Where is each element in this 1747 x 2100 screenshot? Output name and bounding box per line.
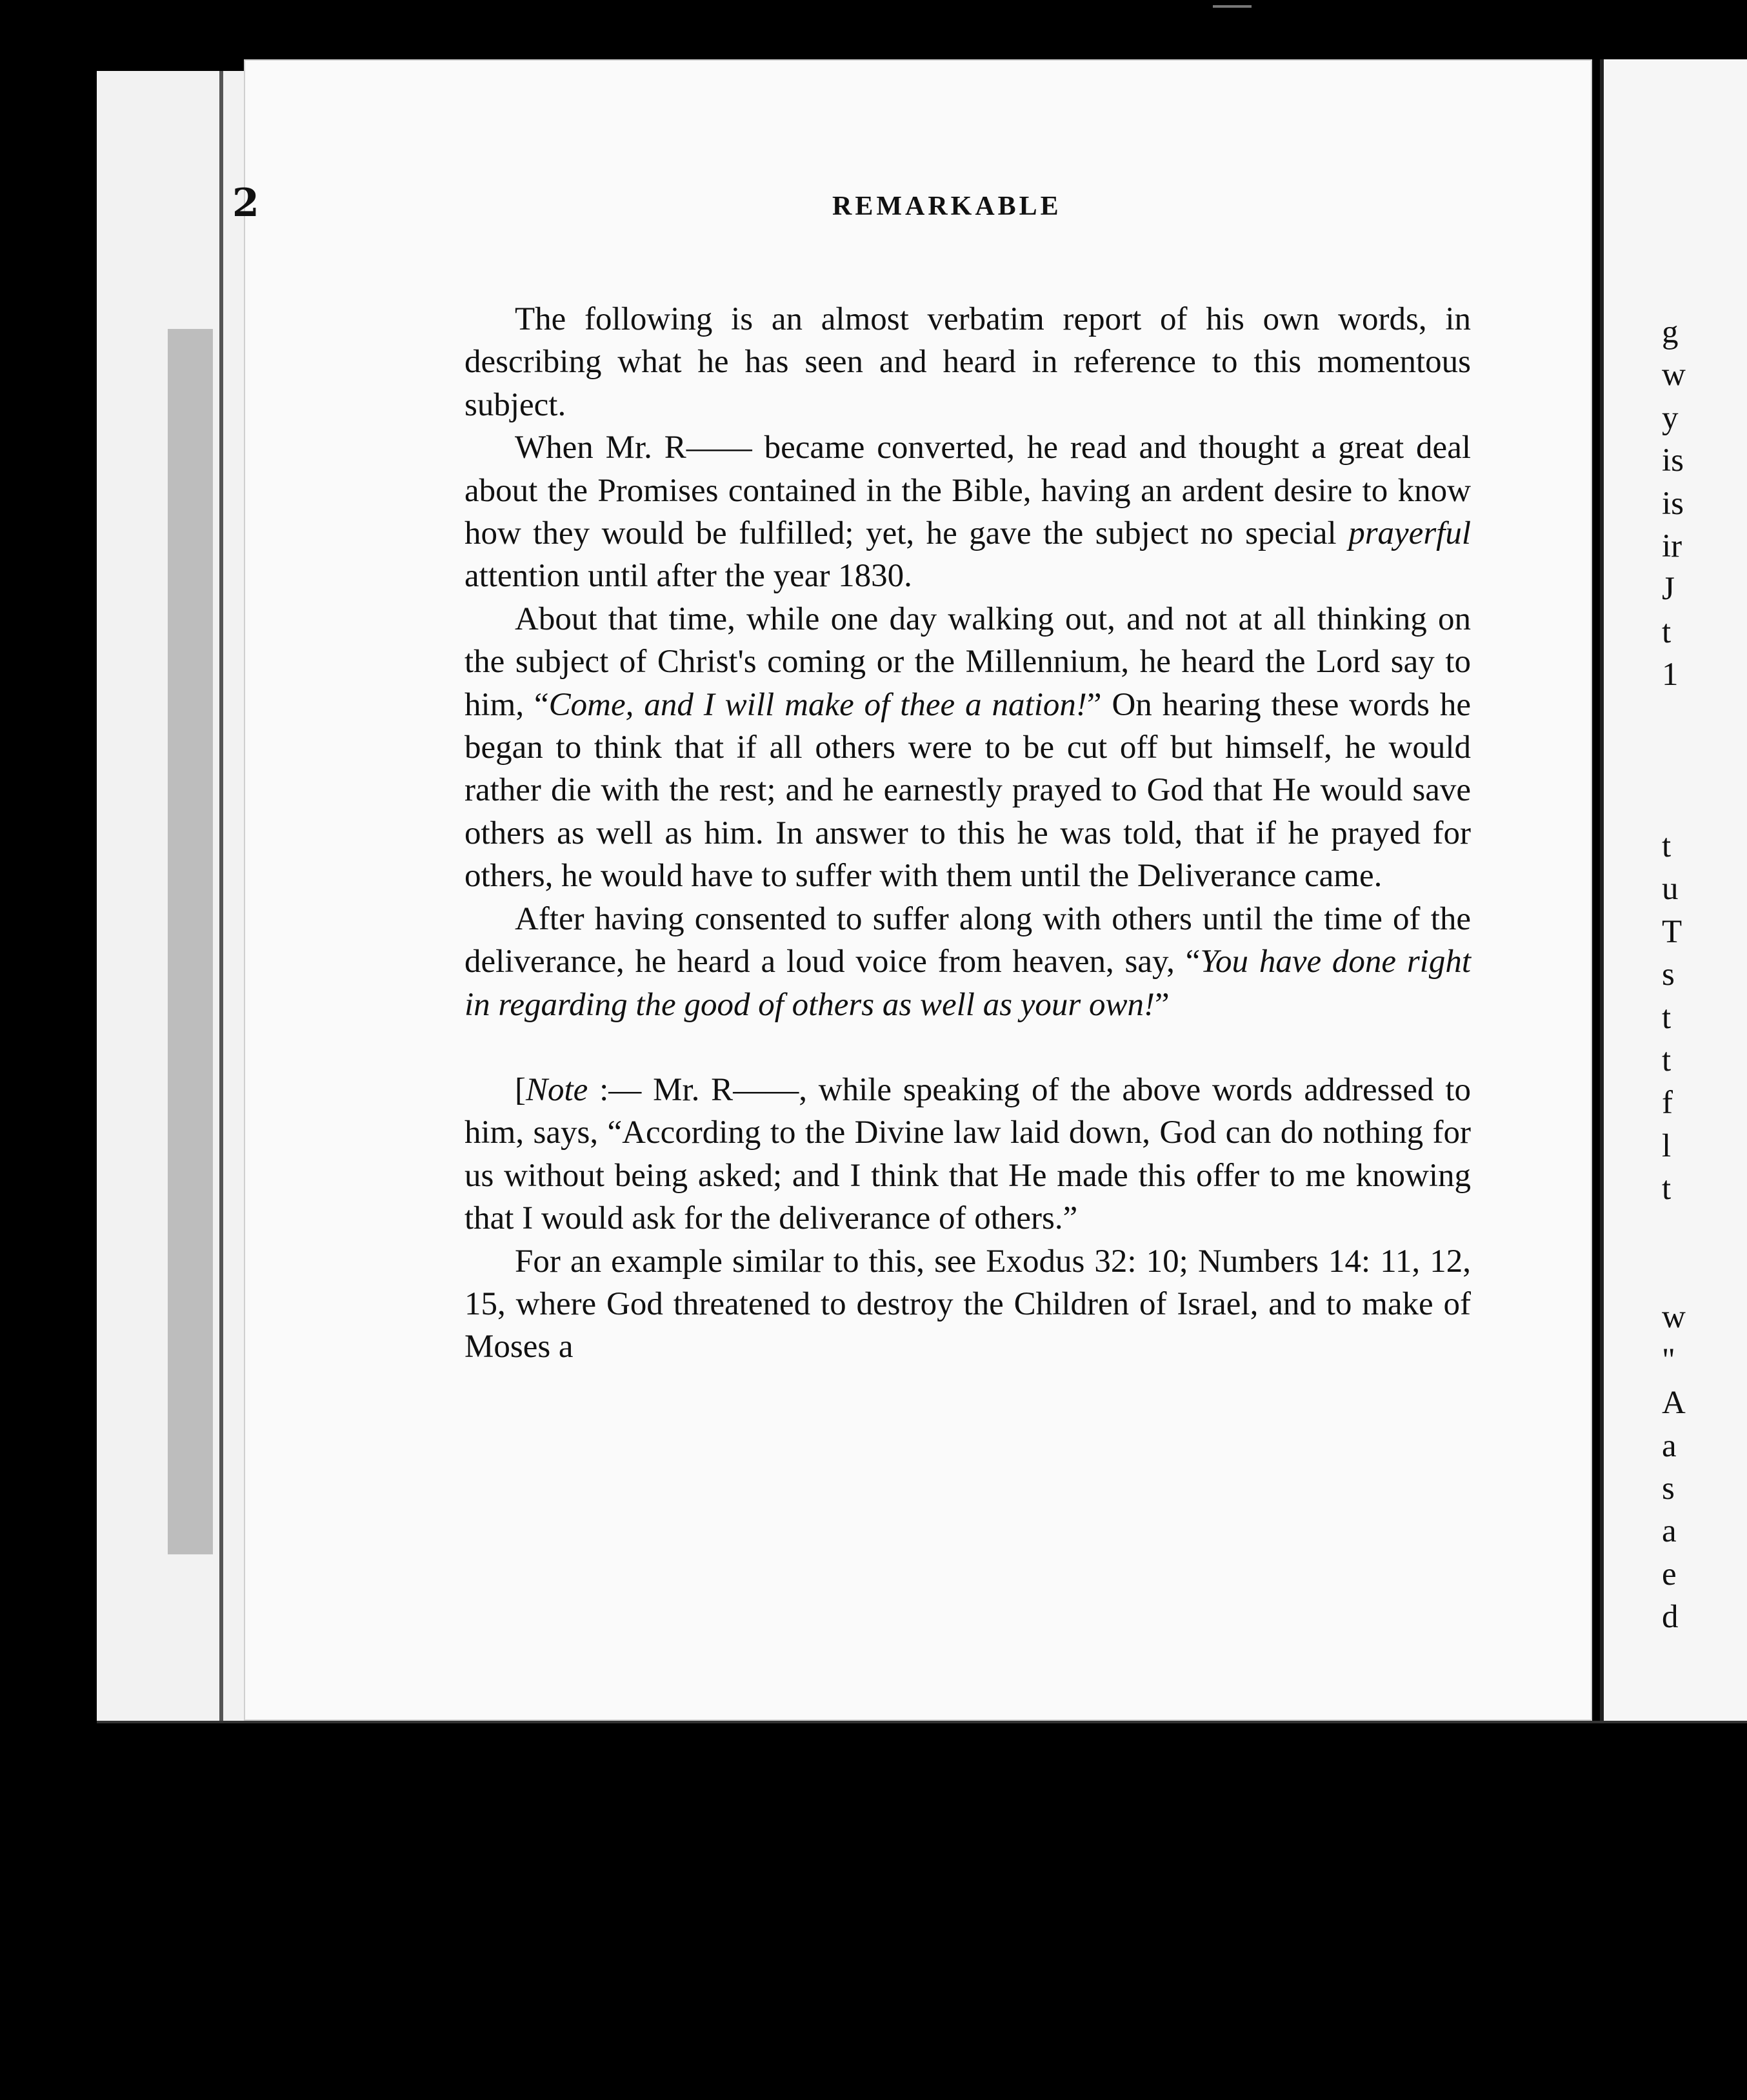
note-paragraph	[464, 1069, 1471, 1240]
paragraph-4-italic: You have done right in regarding the good of others as well as your own!	[464, 944, 1472, 1023]
note-bracket: [	[515, 1071, 526, 1108]
bottom-rule	[97, 1721, 1747, 1723]
paragraph-3-italic: Come, and I will make of thee a nation!	[548, 686, 1087, 723]
paragraph-3-rest: ” On hearing these words he began to think that if all others were to be cut off but himself, he would rather die with the rest; and he earnestly prayed to God that He would save others as well as him. In answer to this he was told, that if he prayed for others, he would have to suffer with them until the Deliverance came.	[464, 686, 1471, 895]
page-header	[232, 155, 1458, 232]
page-number: 2	[232, 181, 259, 226]
paragraph-1: The following is an almost verbatim report of his own words, in describing what he has seen and heard in reference to this momentous subject.	[464, 301, 1471, 423]
facing-page-edge	[97, 71, 245, 1722]
top-rule	[1213, 5, 1252, 8]
right-page-edge	[1600, 59, 1747, 1721]
paragraph-2-rest: attention until after the year 1830.	[464, 558, 912, 595]
text-body	[464, 298, 1471, 1369]
example-paragraph: For an example similar to this, see Exodus 32: 10; Numbers 14: 11, 12, 15, where God threatened to destroy the Children of Israel, and to make of Moses a	[464, 1243, 1471, 1365]
paragraph-4	[464, 898, 1471, 1026]
paragraph-4-lead: After having consented to suffer along with others until the time of the deliverance, he heard a loud voice from heaven, say, “	[464, 900, 1471, 980]
note-label: Note	[525, 1071, 588, 1108]
right-page-fragment: g w y is is ir J t 1 t u T s t t f l t w " A a s a e d	[1662, 314, 1686, 1636]
paragraph-2-lead: When Mr. R—— became converted, he read and thought a great deal about the Promises contained in the Bible, having an ardent desire to know how they would be fulfilled; yet, he gave the subject no special	[464, 430, 1471, 552]
paragraph-2-italic: prayerful	[1348, 515, 1472, 552]
paragraph-3	[464, 598, 1471, 898]
paragraph-3-lead: About that time, while one day walking out, and not at all thinking on the subject of Christ's coming or the Millennium, he heard the Lord say to him, “	[464, 600, 1471, 723]
paragraph-2	[464, 426, 1471, 598]
edge-line	[219, 71, 223, 1722]
edge-shadow	[168, 329, 213, 1554]
paragraph-4-rest: ”	[1155, 986, 1170, 1023]
note-text: :— Mr. R——, while speaking of the above words addressed to him, says, “According to the Divine law laid down, God can do nothing for us without being asked; and I think that He made this offer to me knowing that I would ask for the deliverance of others.”	[464, 1071, 1471, 1237]
running-head: REMARKABLE	[832, 192, 1062, 221]
